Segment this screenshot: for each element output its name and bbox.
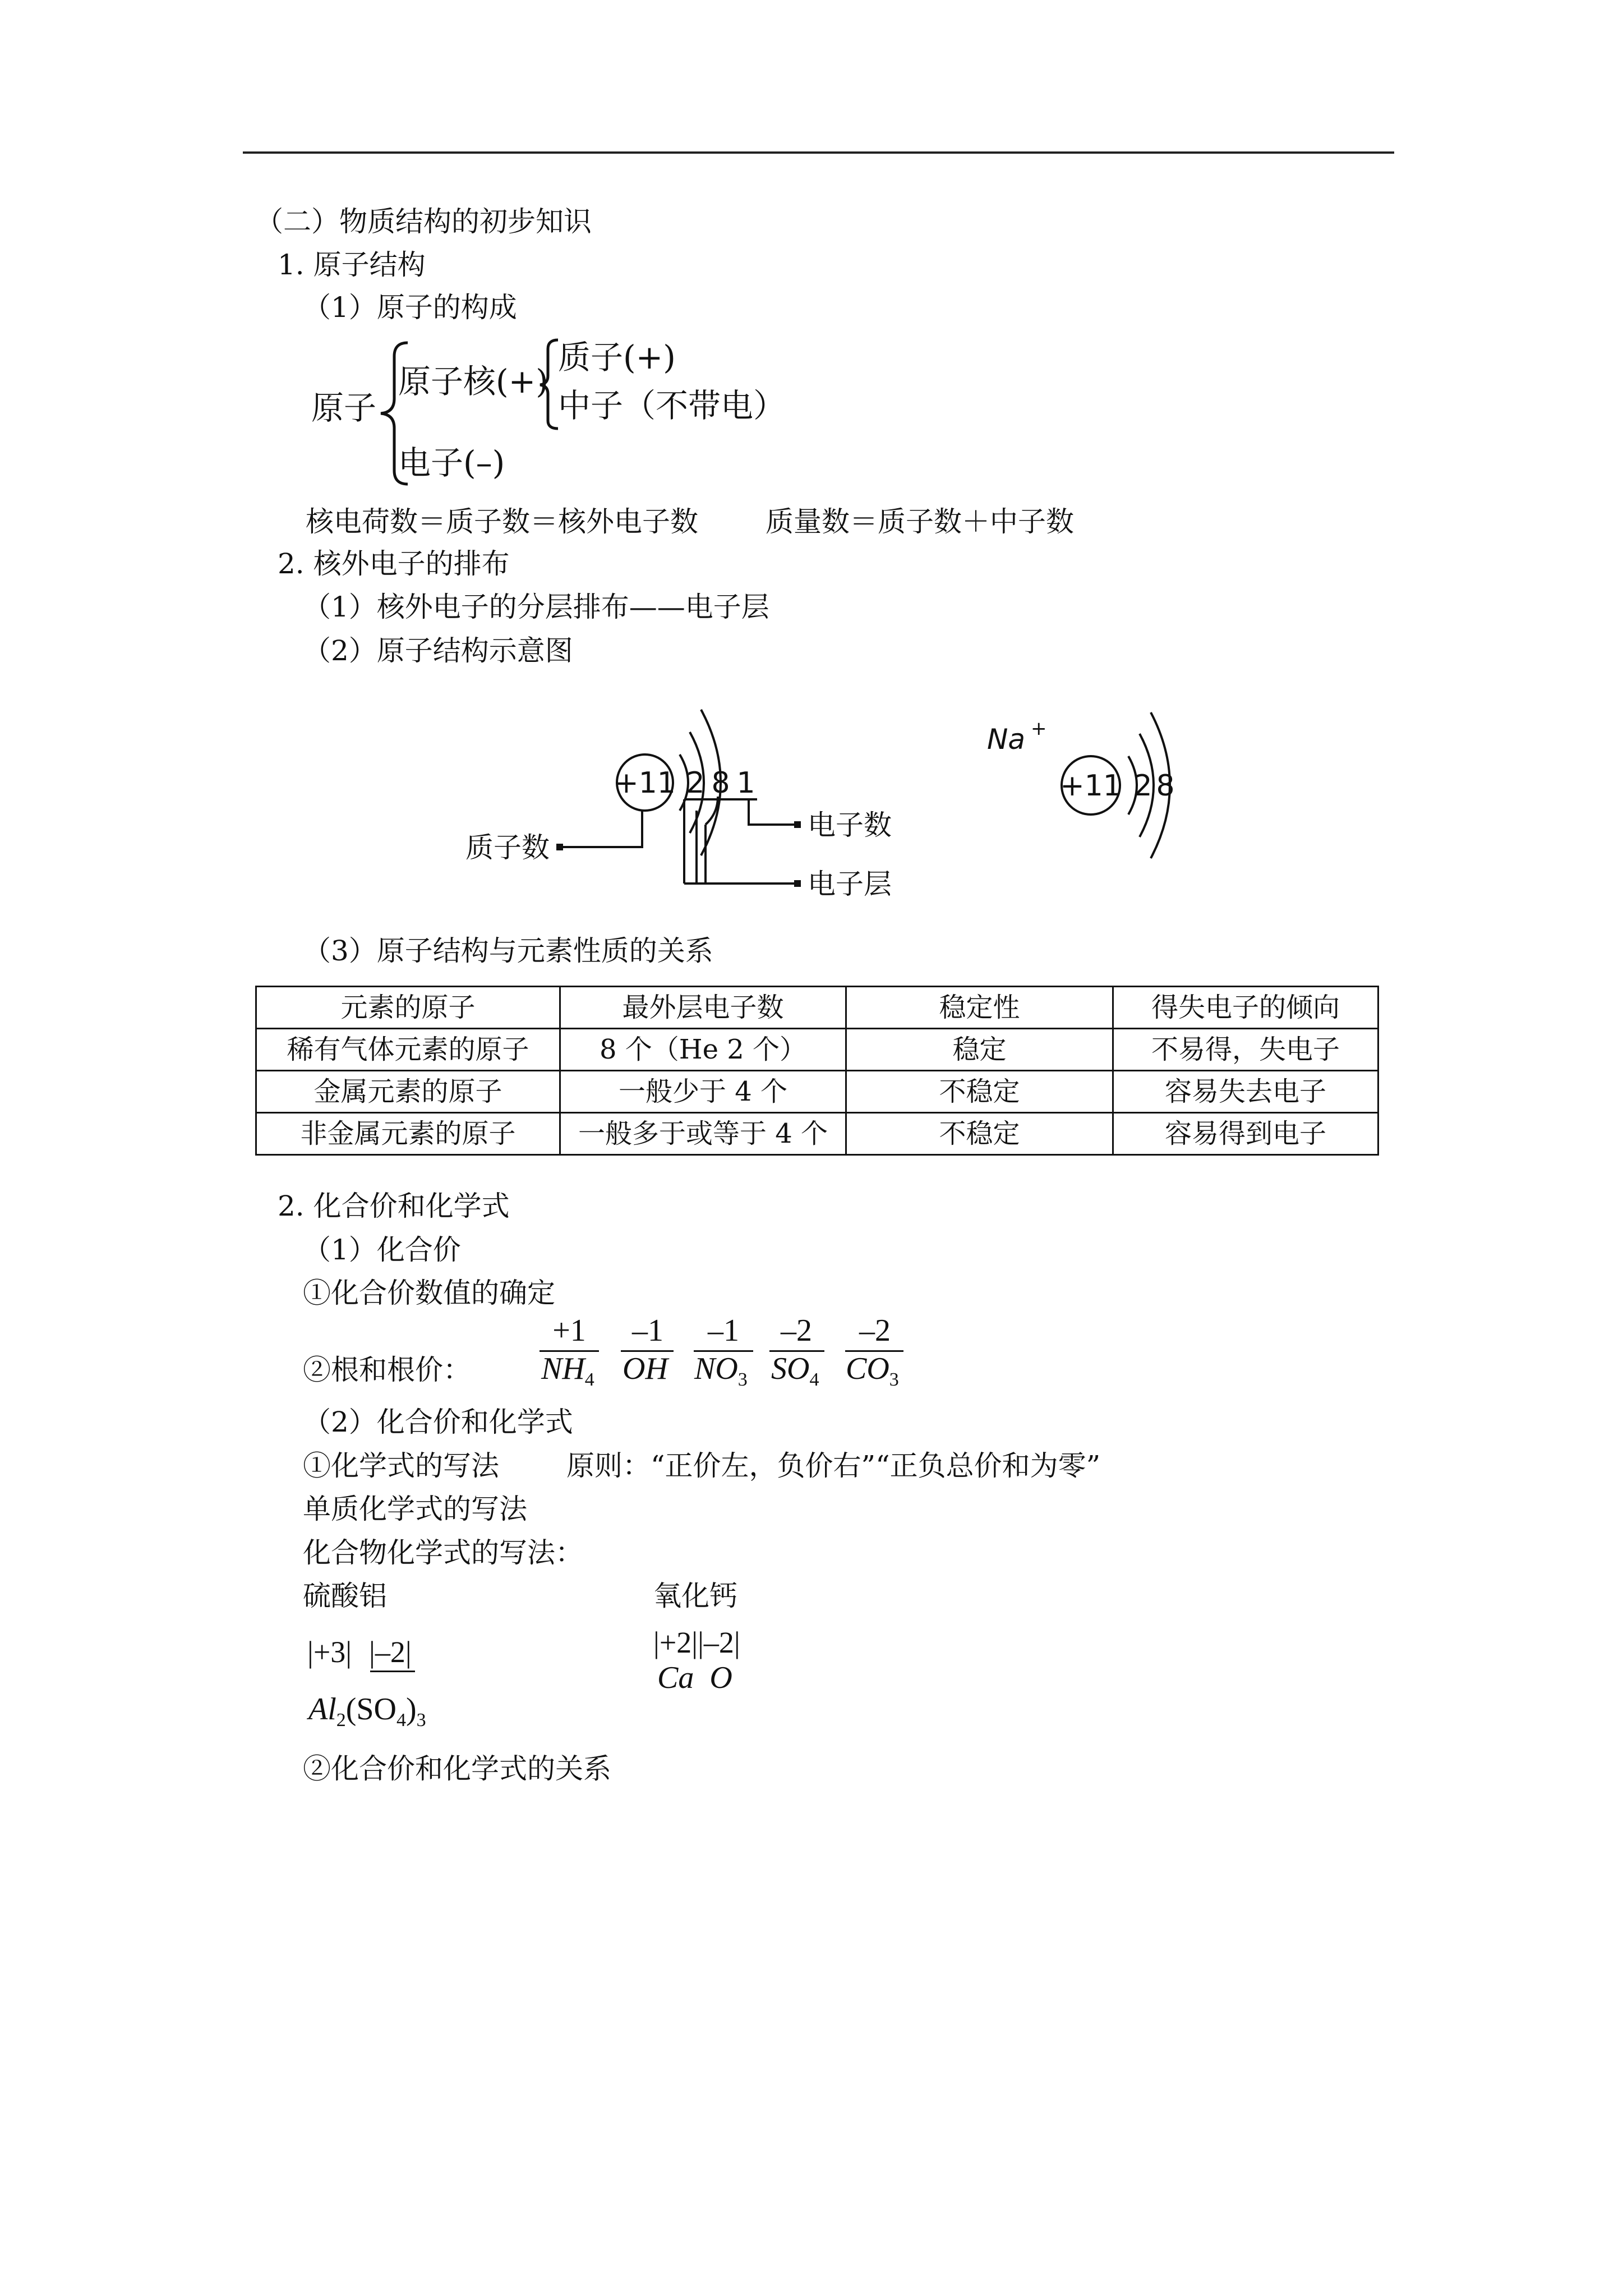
atom-structure-diagram xyxy=(437,684,1223,909)
tree-neutron: 中子（不带电） xyxy=(558,386,786,425)
ion-charge: + xyxy=(1031,717,1047,740)
formula-principle: 原则：“正价左，负价右”“正负总价和为零” xyxy=(566,1450,1101,1482)
valence-underline xyxy=(370,1671,415,1672)
top-rule xyxy=(243,151,1394,154)
ion-shell-2-count: 8 xyxy=(1156,769,1175,803)
section-title: （二）物质结构的初步知识 xyxy=(255,205,592,238)
radical-formula-oh: OH xyxy=(623,1351,668,1386)
heading-valence-formula: 2. 化合价和化学式 xyxy=(278,1190,510,1222)
table-cell: 一般少于 4 个 xyxy=(560,1071,846,1113)
tree-nucleus: 原子核(+) xyxy=(398,362,548,401)
example-calcium-oxide: 氧化钙 xyxy=(653,1580,737,1612)
table-header: 稳定性 xyxy=(846,987,1113,1029)
table-cell: 8 个（He 2 个） xyxy=(560,1029,846,1071)
table-cell: 不易得，失电子 xyxy=(1113,1029,1378,1071)
shell-3-count: 1 xyxy=(736,766,755,800)
radical-formula-no3: $NO_3$ xyxy=(694,1351,748,1391)
nucleus-label: +11 xyxy=(614,766,676,800)
shell-1-count: 2 xyxy=(686,766,705,800)
table-header: 元素的原子 xyxy=(256,987,560,1029)
subheading-atom-composition: （1）原子的构成 xyxy=(303,291,517,324)
item-formula-writing: ①化学式的写法 xyxy=(303,1450,499,1482)
table-header-row xyxy=(256,987,1378,1029)
table-cell: 稳定 xyxy=(846,1029,1113,1071)
radical-valence: –2 xyxy=(859,1313,891,1348)
table-cell: 一般多于或等于 4 个 xyxy=(560,1113,846,1155)
radical-valence: +1 xyxy=(552,1313,586,1348)
label-electron-shell: 电子层 xyxy=(808,868,892,900)
table-row xyxy=(256,1113,1378,1155)
ca-o-valence: |+2||–2| xyxy=(653,1626,740,1659)
radical-formula-so4: $SO_4$ xyxy=(771,1351,819,1391)
subheading-valence: （1）化合价 xyxy=(303,1234,461,1266)
so4-valence: |–2| xyxy=(369,1635,412,1669)
subheading-structure-properties: （3）原子结构与元素性质的关系 xyxy=(303,935,713,967)
table-cell: 容易得到电子 xyxy=(1113,1113,1378,1155)
equation-charge: 核电荷数＝质子数＝核外电子数 xyxy=(306,505,698,538)
item-valence-value: ①化合价数值的确定 xyxy=(303,1277,555,1309)
formula-cao: Ca O xyxy=(657,1660,732,1695)
simple-substance-formula: 单质化学式的写法 xyxy=(303,1493,527,1525)
shell-2-count: 8 xyxy=(711,766,730,800)
table-header: 最外层电子数 xyxy=(560,987,846,1029)
label-proton-number: 质子数 xyxy=(465,831,550,864)
table-cell: 不稳定 xyxy=(846,1071,1113,1113)
table-header: 得失电子的倾向 xyxy=(1113,987,1378,1029)
table-cell: 非金属元素的原子 xyxy=(256,1113,560,1155)
heading-electron-arrangement: 2. 核外电子的排布 xyxy=(278,547,510,580)
table-cell: 金属元素的原子 xyxy=(256,1071,560,1113)
subheading-valence-formula: （2）化合价和化学式 xyxy=(303,1406,573,1438)
table-cell: 容易失去电子 xyxy=(1113,1071,1378,1113)
heading-atom-structure: 1. 原子结构 xyxy=(278,249,426,281)
tree-root-atom: 原子 xyxy=(311,389,377,427)
ion-shell-1-count: 2 xyxy=(1133,769,1152,803)
table-cell: 稀有气体元素的原子 xyxy=(256,1029,560,1071)
ion-nucleus-label: +11 xyxy=(1060,769,1122,803)
properties-table xyxy=(255,986,1379,1156)
ion-label: Na xyxy=(987,723,1026,756)
example-aluminum-sulfate: 硫酸铝 xyxy=(303,1580,387,1612)
table-row xyxy=(256,1029,1378,1071)
tree-proton: 质子(+) xyxy=(558,338,676,376)
radical-formula-co3: $CO_3$ xyxy=(846,1351,899,1391)
radical-valence: –1 xyxy=(708,1313,739,1348)
al-valence: |+3| xyxy=(307,1635,352,1669)
item-valence-formula-relation: ②化合价和化学式的关系 xyxy=(303,1752,611,1785)
radical-formula-nh4: $NH_4$ xyxy=(541,1351,594,1391)
table-cell: 不稳定 xyxy=(846,1113,1113,1155)
subheading-structure-diagram: （2）原子结构示意图 xyxy=(303,634,573,667)
table-row xyxy=(256,1071,1378,1113)
tree-electron: 电子(–) xyxy=(398,444,505,482)
item-radical-valence: ②根和根价： xyxy=(303,1354,471,1386)
compound-formula: 化合物化学式的写法： xyxy=(303,1536,583,1569)
equation-mass: 质量数＝质子数＋中子数 xyxy=(766,505,1074,538)
radical-valence: –1 xyxy=(632,1313,663,1348)
radical-valence: –2 xyxy=(781,1313,812,1348)
label-electron-number: 电子数 xyxy=(808,809,892,841)
formula-al2so43: $Al_2(SO_4)_3$ xyxy=(308,1692,426,1731)
subheading-electron-shells: （1）核外电子的分层排布——电子层 xyxy=(303,591,769,623)
